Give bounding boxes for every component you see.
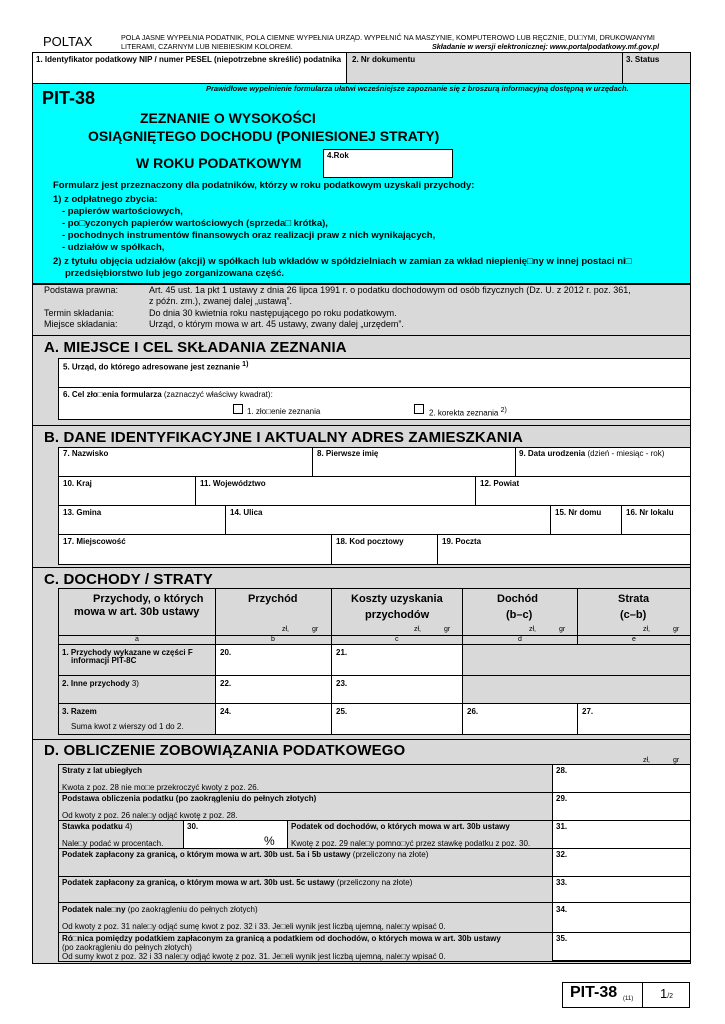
legal-basis-text: Art. 45 ust. 1a pkt 1 ustawy z dnia 26 lipca 1991 r. o podatku dochodowym od osób fizycznych (Dz. U. z 2012 r. poz. 361, xyxy=(149,285,631,295)
pos-26: 26. xyxy=(467,707,479,716)
purpose-item-2b: przedsiębiorstwo lub jego zorganizowana część. xyxy=(65,268,285,279)
purpose-label: 6. Cel zło□enia formularza (zaznaczyć właściwy kwadrat): xyxy=(63,390,273,399)
tax-base-note: Od kwoty z poz. 26 nale□y odjąć kwotę z poz. 28. xyxy=(62,811,238,820)
city-label[interactable]: 17. Miejscowość xyxy=(63,537,126,546)
section-b-title: B. DANE IDENTYFIKACYJNE I AKTUALNY ADRES ZAMIESZKANIA xyxy=(44,429,523,446)
col-d-header: Dochód xyxy=(497,593,538,605)
losses-prior-years-label: Straty z lat ubiegłych xyxy=(62,766,143,775)
year-label: 4.Rok xyxy=(327,151,349,160)
tax-rate-note: Nale□y podać w procentach. xyxy=(62,839,164,848)
pos-22: 22. xyxy=(220,679,232,688)
first-name-label[interactable]: 8. Pierwsze imię xyxy=(317,449,379,458)
post-office-label[interactable]: 19. Poczta xyxy=(442,537,482,546)
tax-office-label: 5. Urząd, do którego adresowane jest zeznanie $^{1)}$ xyxy=(63,361,249,372)
row-3-note: Suma kwot z wierszy od 1 do 2. xyxy=(71,722,184,731)
letter-a: a xyxy=(135,636,139,643)
col-e-header: Strata xyxy=(618,593,650,605)
pos-21: 21. xyxy=(336,648,348,657)
tax-difference-label: Ró□nica pomiędzy podatkiem zapłaconym za granicą a podatkiem od dochodów, o których mowa w art. 30b ustawy xyxy=(62,934,501,943)
foreign-tax-5c-label: Podatek zapłacony za granicą, o którym mowa w art. 30b ust. 5c ustawy (przeliczony na złote) xyxy=(62,878,413,887)
pos-23: 23. xyxy=(336,679,348,688)
footer-form-code: PIT-38 xyxy=(570,984,618,1001)
purpose-item-1b: - po□yczonych papierów wartościowych (sprzeda□ krótka), xyxy=(62,218,328,229)
checkbox-filing[interactable] xyxy=(233,404,243,414)
row-3-label: 3. Razem xyxy=(62,707,97,716)
pos-33: 33. xyxy=(556,878,568,887)
purpose-item-1a: - papierów wartościowych, xyxy=(62,206,183,217)
county-label[interactable]: 12. Powiat xyxy=(480,479,520,488)
pos-35: 35. xyxy=(556,934,568,943)
place-label: Miejsce składania: xyxy=(44,319,118,329)
pos-30: 30. xyxy=(187,822,199,831)
letter-e: e xyxy=(632,636,636,643)
tax-difference-note: Od sumy kwot z poz. 32 i 33 nale□y odjąć kwotę z poz. 31. Je□eli wynik jest liczbą ujemną, nale□y wpisać 0. xyxy=(62,952,446,961)
purpose-text: Formularz jest przeznaczony dla podatników, którzy w roku podatkowym uzyskali przychody: xyxy=(53,180,475,191)
col-a-header-2: mowa w art. 30b ustawy xyxy=(74,606,200,618)
title-line-1: ZEZNANIE O WYSOKOŚCI xyxy=(140,110,316,126)
title-line-2: OSIĄGNIĘTEGO DOCHODU (PONIESIONEJ STRATY) xyxy=(88,128,440,144)
electronic-filing-note: Składanie w wersji elektronicznej: www.portalpodatkowy.mf.gov.pl xyxy=(432,42,660,51)
zl-b: zł, xyxy=(282,626,289,633)
d-zl: zł, xyxy=(643,757,650,764)
option-correction-label: 2. korekta zeznania $^{2)}$ xyxy=(429,407,507,418)
col-c-header-2: przychodów xyxy=(365,609,430,621)
birth-date-label[interactable]: 9. Data urodzenia (dzień - miesiąc - rok) xyxy=(519,449,665,458)
pos-20: 20. xyxy=(220,648,232,657)
tax-amount-note: Kwotę z poz. 29 nale□y pomno□yć przez stawkę podatku z poz. 30. xyxy=(291,839,531,848)
tax-due-note: Od kwoty z poz. 31 nale□y odjąć sumę kwot z poz. 32 i 33. Je□eli wynik jest liczbą ujemną, nale□y wpisać 0. xyxy=(62,922,446,931)
section-a-title: A. MIEJSCE I CEL SKŁADANIA ZEZNANIA xyxy=(44,339,347,356)
row-2-label: 2. Inne przychody 3) xyxy=(62,679,139,688)
row-1-label: 1. Przychody wykazane w części F xyxy=(62,648,193,657)
brand-poltax: POLTAX xyxy=(43,34,93,49)
pos-24: 24. xyxy=(220,707,232,716)
section-d-title: D. OBLICZENIE ZOBOWIĄZANIA PODATKOWEGO xyxy=(44,742,406,759)
purpose-item-1: 1) z odpłatnego zbycia: xyxy=(53,194,158,205)
tax-due-label: Podatek nale□ny (po zaokrągleniu do pełnych złotych) xyxy=(62,905,258,914)
option-filing-label: 1. zło□enie zeznania xyxy=(247,407,321,416)
gr-d: gr xyxy=(559,626,566,633)
legal-basis-label: Podstawa prawna: xyxy=(44,285,119,295)
deadline-label: Termin składania: xyxy=(44,308,115,318)
street-label[interactable]: 14. Ulica xyxy=(230,508,263,517)
gr-b: gr xyxy=(312,626,319,633)
purpose-item-1d: - udziałów w spółkach, xyxy=(62,242,165,253)
col-a-header: Przychody, o których xyxy=(93,593,204,605)
pos-25: 25. xyxy=(336,707,348,716)
col-e-header-2: (c–b) xyxy=(620,609,647,621)
apartment-no-label[interactable]: 16. Nr lokalu xyxy=(626,508,674,517)
letter-c: c xyxy=(395,636,399,643)
surname-label[interactable]: 7. Nazwisko xyxy=(63,449,109,458)
voivodeship-label[interactable]: 11. Województwo xyxy=(200,479,266,488)
col-d-header-2: (b–c) xyxy=(506,609,533,621)
tax-amount-label: Podatek od dochodów, o których mowa w art. 30b ustawy xyxy=(291,822,510,831)
postal-code-label[interactable]: 18. Kod pocztowy xyxy=(336,537,404,546)
letter-d: d xyxy=(518,636,522,643)
purpose-item-2: 2) z tytułu objęcia udziałów (akcji) w spółkach lub wkładów w spółdzielniach w zamian za wkład niepienię□ny w innej postaci ni□ xyxy=(53,256,632,267)
pos-32: 32. xyxy=(556,850,568,859)
zl-c: zł, xyxy=(414,626,421,633)
deadline-text: Do dnia 30 kwietnia roku następującego po roku podatkowym. xyxy=(149,308,397,318)
percent-sign: % xyxy=(264,834,275,848)
income-row-3-inputs[interactable] xyxy=(216,704,690,734)
footer-page-number: 1/2 xyxy=(660,986,674,1001)
pos-31: 31. xyxy=(556,822,568,831)
tax-difference-hint: (po zaokrągleniu do pełnych złotych) xyxy=(62,943,192,952)
doc-number-label: 2. Nr dokumentu xyxy=(352,55,416,64)
fill-instruction-2: LITERAMI, CZARNYM LUB NIEBIESKIM KOLOREM. xyxy=(121,42,293,51)
d-gr: gr xyxy=(673,757,680,764)
status-label: 3. Status xyxy=(626,55,660,64)
col-c-header: Koszty uzyskania xyxy=(351,593,443,605)
fill-instruction: POLA JASNE WYPEŁNIA PODATNIK, POLA CIEMNE WYPEŁNIA URZĄD. WYPEŁNIĆ NA MASZYNIE, KOMPUTEROWO LUB RĘCZNIE, DU□YMI, DRUKOWANYMI xyxy=(121,33,655,42)
gr-e: gr xyxy=(673,626,680,633)
pos-27: 27. xyxy=(582,707,594,716)
zl-d: zł, xyxy=(529,626,536,633)
tax-rate-label: Stawka podatku 4) xyxy=(62,822,133,831)
tax-base-label: Podstawa obliczenia podatku (po zaokrągleniu do pełnych złotych) xyxy=(62,794,317,803)
row-1-label-2: informacji PIT-8C xyxy=(71,656,137,665)
country-label[interactable]: 10. Kraj xyxy=(63,479,92,488)
foreign-tax-5a-label: Podatek zapłacony za granicą, o którym mowa w art. 30b ust. 5a i 5b ustawy (przeliczony na złote) xyxy=(62,850,429,859)
row-country xyxy=(58,477,691,506)
legal-basis-text-2: z późn. zm.), zwanej dalej „ustawą”. xyxy=(149,296,293,306)
purpose-item-1c: - pochodnych instrumentów finansowych oraz realizacji praw z nich wynikających, xyxy=(62,230,436,241)
col-b-header: Przychód xyxy=(248,593,298,605)
zl-e: zł, xyxy=(643,626,650,633)
form-code: PIT-38 xyxy=(42,88,96,108)
checkbox-correction[interactable] xyxy=(414,404,424,414)
section-c-title: C. DOCHODY / STRATY xyxy=(44,571,213,588)
nip-pesel-label: 1. Identyfikator podatkowy NIP / numer PESEL (niepotrzebne skreślić) podatnika xyxy=(36,55,342,64)
letter-b: b xyxy=(271,636,275,643)
title-line-3: W ROKU PODATKOWYM xyxy=(136,155,302,171)
losses-prior-years-note: Kwota z poz. 28 nie mo□e przekroczyć kwoty z poz. 26. xyxy=(62,783,259,792)
pos-29: 29. xyxy=(556,794,568,803)
house-no-label[interactable]: 15. Nr domu xyxy=(555,508,602,517)
place-text: Urząd, o którym mowa w art. 45 ustawy, zwany dalej „urzędem”. xyxy=(149,319,404,329)
pos-34: 34. xyxy=(556,905,568,914)
pos-28: 28. xyxy=(556,766,568,775)
commune-label[interactable]: 13. Gmina xyxy=(63,508,102,517)
advice-note: Prawidłowe wypełnienie formularza ułatwi wcześniejsze zapoznanie się z broszurą informacyjną dostępną w urzędach. xyxy=(206,84,629,93)
footer-version: (11) xyxy=(623,996,634,1002)
gr-c: gr xyxy=(444,626,451,633)
